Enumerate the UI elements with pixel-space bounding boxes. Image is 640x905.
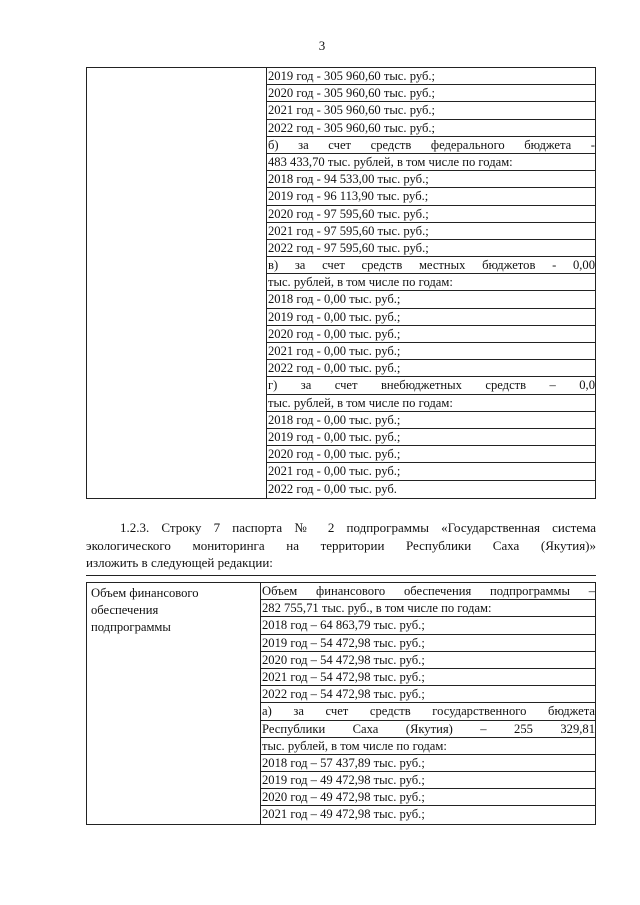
funding-line: 2022 год - 97 595,60 тыс. руб.; [267,240,595,257]
row-label [91,585,260,637]
table-row [87,583,596,825]
table-left-cell [87,583,261,825]
paragraph-line: 1.2.3. Строку 7 паспорта № 2 подпрограммы «Государственная система [120,520,596,535]
funding-line: 2020 год - 305 960,60 тыс. руб.; [267,85,595,102]
table-left-cell [87,68,267,499]
row-label-line: Объем финансового [91,586,199,600]
funding-line: 2020 год - 0,00 тыс. руб.; [267,326,595,343]
funding-line: тыс. рублей, в том числе по годам: [267,395,595,412]
funding-line: 2022 год - 0,00 тыс. руб.; [267,360,595,377]
funding-line: 2019 год - 0,00 тыс. руб.; [267,429,595,446]
divider [86,575,596,576]
funding-line: 2019 год - 305 960,60 тыс. руб.; [267,68,595,85]
page-number: 3 [318,38,326,53]
funding-line: 2020 год – 54 472,98 тыс. руб.; [261,652,595,669]
funding-line: г) за счет внебюджетных средств – 0,0 [267,377,595,394]
funding-line: 2018 год – 57 437,89 тыс. руб.; [261,755,595,772]
funding-line: б) за счет средств федерального бюджета - [267,137,595,154]
paragraph-line: экологического мониторинга на территории Республики Саха (Якутия)» [86,537,596,553]
funding-line: 2020 год – 49 472,98 тыс. руб.; [261,789,595,806]
funding-line: тыс. рублей, в том числе по годам: [267,274,595,291]
funding-line: 2020 год - 97 595,60 тыс. руб.; [267,206,595,223]
paragraph-line: изложить в следующей редакции: [86,555,273,570]
funding-line: 2021 год - 0,00 тыс. руб.; [267,343,595,360]
row-label-line: подпрограммы [91,620,171,635]
funding-line: Объем финансового обеспечения подпрограммы – [261,583,595,600]
funding-line: 2018 год - 0,00 тыс. руб.; [267,412,595,429]
funding-line: 2021 год – 54 472,98 тыс. руб.; [261,669,595,686]
funding-line: 2019 год - 96 113,90 тыс. руб.; [267,188,595,205]
funding-line: 2021 год - 305 960,60 тыс. руб.; [267,102,595,119]
table-right-cell [261,583,596,825]
funding-line: 2018 год - 94 533,00 тыс. руб.; [267,171,595,188]
funding-lines [267,68,595,498]
funding-line: 2018 год - 0,00 тыс. руб.; [267,291,595,308]
funding-line: 483 433,70 тыс. рублей, в том числе по годам: [267,154,595,171]
funding-line: 2020 год - 0,00 тыс. руб.; [267,446,595,463]
funding-line: 2021 год - 0,00 тыс. руб.; [267,463,595,480]
funding-line: в) за счет средств местных бюджетов - 0,00 [267,257,595,274]
funding-line: 2022 год - 305 960,60 тыс. руб.; [267,120,595,137]
funding-line: 282 755,71 тыс. руб., в том числе по годам: [261,600,595,617]
amendment-paragraph [86,519,596,572]
table-row [87,68,596,499]
funding-line: а) за счет средств государственного бюджета [261,703,595,720]
funding-table-new [86,582,596,825]
funding-line: 2019 год – 49 472,98 тыс. руб.; [261,772,595,789]
funding-line: 2019 год - 0,00 тыс. руб.; [267,309,595,326]
funding-line: 2018 год – 64 863,79 тыс. руб.; [261,617,595,634]
funding-line: 2021 год - 97 595,60 тыс. руб.; [267,223,595,240]
funding-line: тыс. рублей, в том числе по годам: [261,738,595,755]
funding-line: 2022 год – 54 472,98 тыс. руб.; [261,686,595,703]
funding-line: 2022 год - 0,00 тыс. руб. [268,481,397,496]
funding-table-continued [86,67,596,499]
funding-line: 2019 год – 54 472,98 тыс. руб.; [261,635,595,652]
funding-lines [261,583,595,824]
funding-line: Республики Саха (Якутия) – 255 329,81 [261,721,595,738]
funding-line: 2021 год – 49 472,98 тыс. руб.; [262,807,425,822]
row-label-line: обеспечения [91,603,159,618]
table-right-cell [267,68,596,499]
